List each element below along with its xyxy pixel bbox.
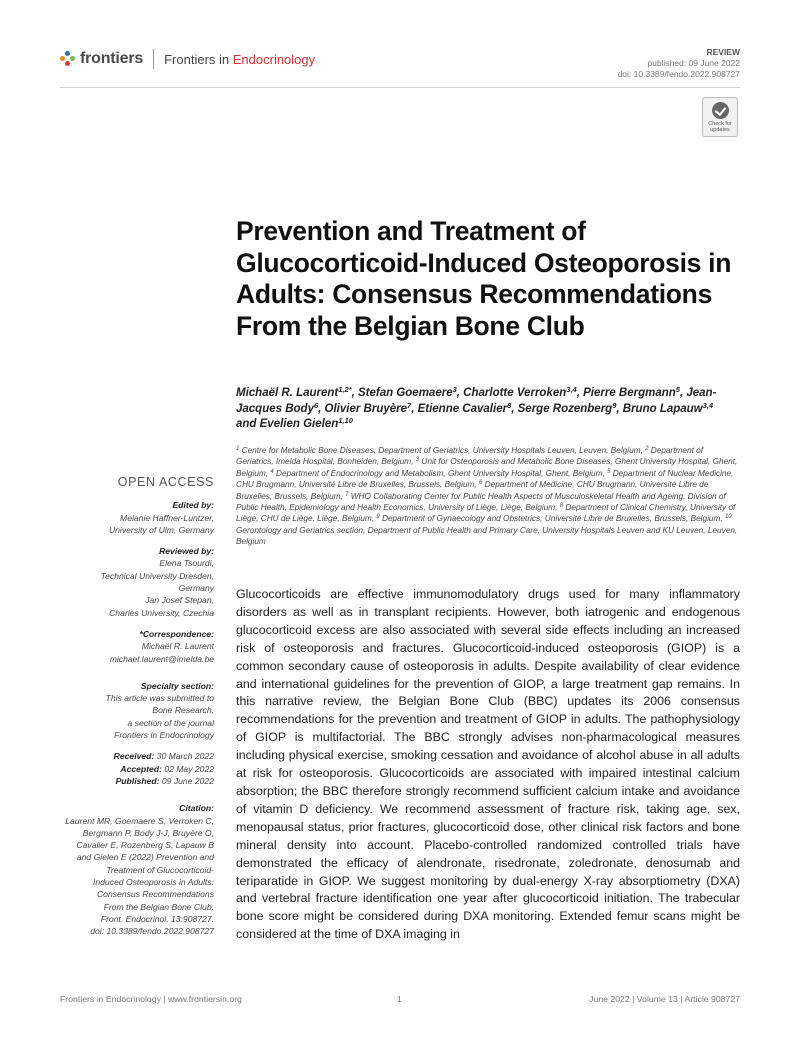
received-date: Received: 30 March 2022	[113, 751, 214, 762]
reviewer-line: Charles University, Czechia	[109, 607, 214, 618]
citation-line: Bergmann P, Body J-J, Bruyère O,	[82, 827, 214, 838]
abstract-text: Glucocorticoids are effective immunomodulatory drugs used for many inflammatory disorders as well as in transplant recipients. However, both iatrogenic and endogenous glucocorticoid excess are also associated with several side effects including an increased risk of osteoporosis and fractures. Glucocorticoid-induced osteoporosis (GIOP) is a common secondary cause of osteoporosis in adults. Despite availability of clear evidence and international guidelines for the prevention of GIOP, a large treatment gap remains. In this narrative review, the Belgian Bone Club (BBC) updates its 2006 consensus recommendations for the prevention and treatment of GIOP in adults. The pathophysiology of GIOP is multifactorial. The BBC strongly advises non-pharmacological measures including physical exercise, smoking cessation and avoidance of alcohol abuse in all adults at risk for osteoporosis. Glucocorticoids are associated with impaired intestinal calcium absorption; the BBC therefore strongly recommend sufficient calcium intake and avoidance of vitamin D deficiency. We recommend assessment of fracture risk, taking age, sex, menopausal status, prior fractures, glucocorticoid dose, other clinical risk factors and bone mineral density into account. Placebo-controlled randomized controlled trials have demonstrated the efficacy of alendronate, risedronate, zoledronate, denosumab and teriparatide in GIOP. We suggest monitoring by dual-energy X-ray absorptiometry (DXA) and vertebral fracture identification one year after glucocorticoid initiation. The trabecular bone score might be considered during DXA monitoring. Extended femur scans might be considered at the time of DXA imaging in	[236, 587, 740, 942]
correspondence-label: *Correspondence:	[139, 628, 214, 639]
citation-doi[interactable]: doi: 10.3389/fendo.2022.908727	[90, 926, 214, 937]
editor-line: Melanie Haffner-Luntzer,	[120, 512, 214, 523]
affiliation-item: $^6$ Department of Medicine, CHU Brugmann, Université Libre de Bruxelles, Brussels, Belgium,	[236, 480, 709, 501]
citation-line: From the Belgian Bone Club.	[103, 901, 214, 912]
journal-name-accent: Endocrinology	[232, 51, 316, 67]
affiliation-item: $^5$ Department of Nuclear Medicine, CHU Brugmann, Université Libre de Bruxelles, Brussels, Belgium,	[236, 468, 734, 490]
author-name[interactable]: Serge Rozenberg$^9$	[517, 400, 617, 415]
author-affiliation-marker: 5	[675, 385, 680, 394]
specialty-line: This article was submitted to	[105, 693, 214, 704]
citation-line: Induced Osteoporosis in Adults:	[92, 877, 214, 888]
affiliation-item: $^4$ Department of Endocrinology and Metabolism, Ghent University Hospital, Ghent, Belgium,	[270, 468, 608, 478]
author-affiliation-marker: 6	[313, 400, 319, 410]
logo-wordmark: frontiers	[80, 50, 144, 67]
reviewer-line: Jan Josef Stepan,	[145, 595, 214, 606]
specialty-section-label: Specialty section:	[140, 680, 214, 691]
affiliation-item: $^9$ Department of Gynaecology and Obstetrics, Université Libre de Bruxelles, Brussels, Belgium,	[376, 514, 725, 524]
article-meta	[618, 47, 740, 80]
reviewer-line: Technical University Dresden,	[100, 570, 214, 581]
logo-divider	[153, 49, 154, 69]
author-affiliation-marker: 9	[612, 400, 617, 410]
author-name[interactable]: Michaël R. Laurent$^{1,2*}$	[236, 385, 352, 399]
affiliation-item: $^7$ WHO Collaborating Center for Public Health Aspects of Musculoskeletal Health and Ageing, Division of Public Health, Epidemiology and Health Economics, University of Liège, Liège, Belgium,	[236, 491, 726, 513]
author-affiliation-marker: 1,2*	[338, 385, 352, 394]
citation-line: Cavalier E, Rozenberg S, Lapauw B	[76, 840, 214, 851]
author-name[interactable]: Evelien Gielen$^{1,10}$	[259, 416, 353, 430]
author-affiliation-marker: 3,4	[566, 385, 577, 394]
author-affiliation-marker: 3	[452, 385, 457, 394]
page-header	[60, 47, 740, 79]
author-name[interactable]: Pierre Bergmann$^5$	[583, 385, 680, 399]
author-name[interactable]: Charlotte Verroken$^{3,4}$	[463, 385, 577, 399]
page-number: 1	[397, 994, 402, 1004]
frontiers-logo-icon	[60, 50, 76, 68]
published-date: published: 09 June 2022	[647, 58, 740, 68]
authors-and: and	[236, 418, 260, 430]
affiliation-item: $^3$ Unit for Osteoporosis and Metabolic Bone Diseases, Ghent University Hospital, Ghent, Belgium,	[236, 457, 738, 478]
author-name[interactable]: Etienne Cavalier$^8$	[417, 400, 512, 415]
article-info-sidebar	[60, 476, 214, 938]
check-updates-icon	[712, 102, 729, 119]
author-name[interactable]: Olivier Bruyère$^7$	[324, 400, 412, 415]
article-title: Prevention and Treatment of Glucocorticoid-Induced Osteoporosis in Adults: Consensus Recommendations From the Belgian Bone Club	[236, 216, 732, 341]
author-affiliation-marker: 8	[507, 400, 512, 410]
author-name[interactable]: Bruno Lapauw$^{3,4}$	[622, 400, 714, 415]
citation-line: and Gielen E (2022) Prevention and	[76, 852, 214, 863]
citation-line: Treatment of Glucocorticoid-	[106, 864, 214, 875]
author-affiliation-marker: 3,4	[702, 400, 714, 410]
check-updates-label: Check for updates	[708, 121, 732, 133]
citation-line: Consensus Recommendations	[96, 889, 214, 900]
author-affiliation-marker: 7	[407, 400, 412, 410]
citation-line: Laurent MR, Goemaere S, Verroken C,	[65, 815, 214, 826]
published-date-sidebar: Published: 09 June 2022	[115, 775, 214, 786]
specialty-line: Frontiers in Endocrinology	[114, 730, 214, 741]
frontiers-logo[interactable]	[60, 49, 315, 69]
journal-name[interactable]: Frontiers in Endocrinology	[164, 51, 316, 67]
edited-by-label: Edited by:	[172, 500, 214, 511]
open-access-label: OPEN ACCESS	[117, 475, 214, 489]
affiliation-item: $^{10}$ Gerontology and Geriatrics section, Department of Public Health and Primary Care, University Hospitals Leuven and KU Leuven, Leuven, Belgium	[236, 514, 738, 547]
author-list: Michaël R. Laurent$^{1,2*}$, Stefan Goemaere$^3$, Charlotte Verroken$^{3,4}$, Pierre Bergmann$^5$, Jean-Jacques Body$^6$, Olivier Bruyère$^7$, Etienne Cavalier$^8$, Serge Rozenberg$^9$, Bruno Lapauw$^{3,4}$ and Evelien Gielen$^{1,10}$	[236, 385, 717, 430]
check-for-updates-button[interactable]	[702, 97, 738, 137]
reviewer-line: Elena Tsourdi,	[159, 558, 214, 569]
affiliation-item: $^2$ Department of Geriatrics, Imelda Hospital, Bonheiden, Belgium,	[236, 446, 704, 467]
author-name[interactable]: Jean-Jacques Body$^6$	[236, 387, 717, 415]
article-type: REVIEW	[706, 47, 740, 57]
article-doi[interactable]: doi: 10.3389/fendo.2022.908727	[617, 69, 740, 79]
affiliation-item: $^8$ Department of Clinical Chemistry, University of Liège, CHU de Liège, Liège, Belgium,	[236, 503, 736, 524]
footer-journal-link[interactable]: Frontiers in Endocrinology | www.frontiersin.org	[60, 994, 242, 1004]
footer-volume-info: June 2022 | Volume 13 | Article 908727	[589, 994, 740, 1004]
citation-line: Front. Endocrinol. 13:908727.	[100, 913, 214, 924]
accepted-date: Accepted: 02 May 2022	[120, 763, 214, 774]
affiliation-item: $^1$ Centre for Metabolic Bone Diseases, Department of Geriatrics, University Hospitals Leuven, Leuven, Belgium,	[236, 446, 646, 455]
specialty-line: a section of the journal	[127, 717, 214, 728]
reviewer-line: Germany	[178, 583, 214, 594]
correspondence-email[interactable]: michael.laurent@imelda.be	[109, 653, 214, 664]
specialty-line: Bone Research,	[152, 705, 214, 716]
reviewed-by-label: Reviewed by:	[159, 546, 214, 557]
affiliations	[236, 445, 738, 548]
citation-label: Citation:	[179, 803, 214, 814]
header-divider	[60, 87, 740, 88]
author-name[interactable]: Stefan Goemaere$^3$	[358, 385, 457, 399]
editor-line: University of Ulm, Germany	[108, 524, 214, 535]
author-affiliation-marker: 1,10	[338, 416, 353, 425]
correspondence-name: Michaël R. Laurent	[141, 641, 214, 652]
